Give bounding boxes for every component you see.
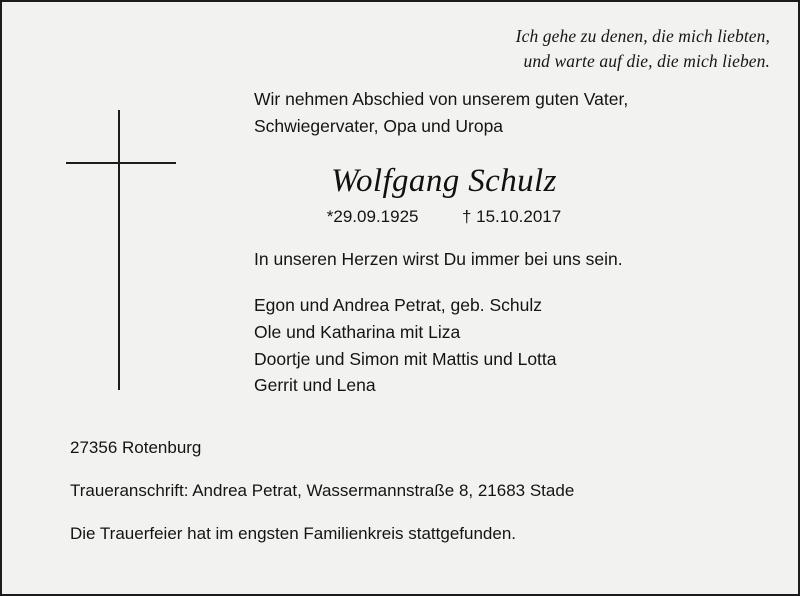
- death-date: † 15.10.2017: [461, 207, 562, 227]
- memorial-verse: In unseren Herzen wirst Du immer bei uns sein.: [254, 249, 623, 270]
- deceased-name: Wolfgang Schulz: [331, 163, 557, 200]
- motto-line-2: und warte auf die, die mich lieben.: [523, 51, 770, 72]
- motto-verse: [516, 24, 770, 75]
- lead-line-2: Schwiegervater, Opa und Uropa: [254, 115, 504, 136]
- family-line-1: Egon und Andrea Petrat, geb. Schulz: [254, 295, 542, 316]
- obituary-body: [254, 86, 774, 399]
- cross-vertical-bar: [118, 110, 120, 390]
- family-list: [254, 292, 774, 398]
- obituary-footer: [70, 438, 770, 544]
- cross-horizontal-bar: [66, 162, 176, 164]
- cross-icon: [66, 110, 176, 390]
- ceremony-note-line: Die Trauerfeier hat im engsten Familienkreis stattgefunden.: [70, 524, 517, 543]
- lead-text: [254, 86, 774, 139]
- family-line-3: Doortje und Simon mit Mattis und Lotta: [254, 348, 557, 369]
- motto-line-1: Ich gehe zu denen, die mich liebten,: [515, 26, 770, 46]
- mourning-address-line: Traueranschrift: Andrea Petrat, Wassermannstraße 8, 21683 Stade: [70, 481, 575, 500]
- family-line-2: Ole und Katharina mit Liza: [254, 322, 461, 343]
- lead-line-1: Wir nehmen Abschied von unserem guten Vater,: [254, 89, 629, 109]
- family-line-4: Gerrit und Lena: [254, 375, 376, 396]
- life-dates: [254, 207, 774, 227]
- place-line: 27356 Rotenburg: [70, 438, 202, 457]
- birth-date: *29.09.1925: [326, 207, 419, 227]
- obituary-inner: [2, 2, 798, 594]
